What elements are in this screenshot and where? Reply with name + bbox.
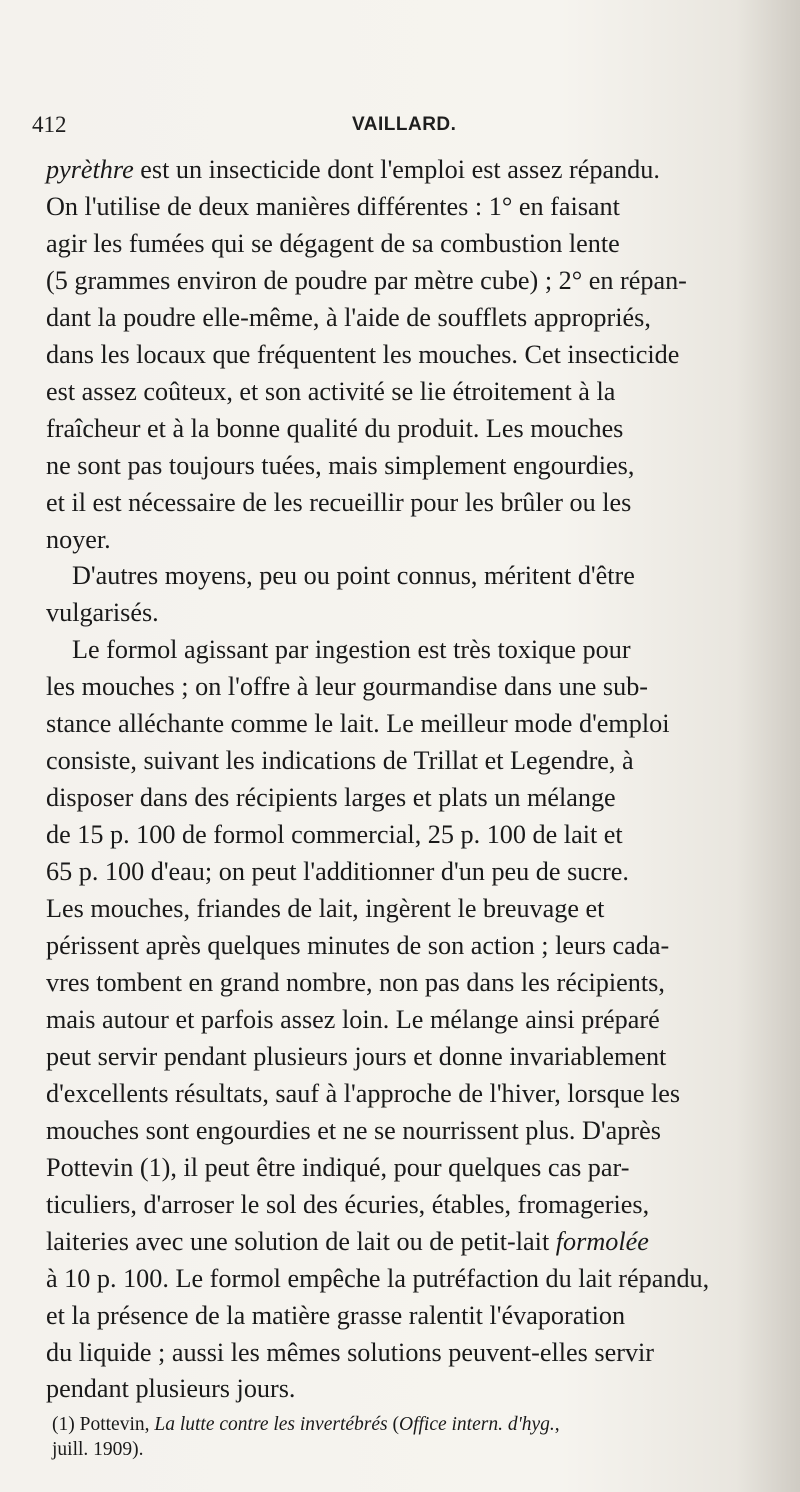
text-line: mais autour et parfois assez loin. Le mélange ainsi préparé <box>46 1004 660 1034</box>
text-line: dant la poudre elle-même, à l'aide de soufflets appropriés, <box>46 302 651 332</box>
footnote <box>52 1412 772 1462</box>
text-line: ne sont pas toujours tuées, mais simplement engourdies, <box>46 450 635 480</box>
text-line: les mouches ; on l'offre à leur gourmandise dans une sub- <box>46 672 649 702</box>
footnote-title: La lutte contre les invertébrés <box>154 1414 388 1435</box>
text-line: dans les locaux que fréquentent les mouches. Cet insecticide <box>46 339 680 369</box>
text-line <box>46 152 762 189</box>
text-line: agir les fumées qui se dégagent de sa combustion lente <box>46 228 620 258</box>
footnote-line-2: juill. 1909). <box>52 1439 144 1460</box>
italic-word: pyrèthre <box>46 155 134 184</box>
text-line: disposer dans des récipients larges et plats un mélange <box>46 783 616 813</box>
text-line: D'autres moyens, peu ou point connus, méritent d'être <box>72 561 635 591</box>
text-line: vres tombent en grand nombre, non pas dans les récipients, <box>46 967 665 997</box>
footnote-tail: , <box>554 1414 560 1435</box>
text-line-start: laiteries avec une solution de lait ou de petit-lait <box>46 1226 556 1256</box>
text-line-rest: est un insecticide dont l'emploi est assez répandu. <box>133 155 660 184</box>
text-line: (5 grammes environ de poudre par mètre cube) ; 2° en répan- <box>46 265 687 295</box>
text-line: pendant plusieurs jours. <box>46 1374 296 1404</box>
footnote-line <box>52 1412 772 1437</box>
text-line: périssent après quelques minutes de son action ; leurs cada- <box>46 931 670 961</box>
text-line: noyer. <box>46 524 111 554</box>
italic-word: formolée <box>555 1226 649 1256</box>
text-line: de 15 p. 100 de formol commercial, 25 p. 100 de lait et <box>46 820 623 850</box>
text-line: stance alléchante comme le lait. Le meilleur mode d'emploi <box>46 709 670 739</box>
paragraph-autres-moyens <box>46 558 762 632</box>
text-line: vulgarisés. <box>46 598 159 628</box>
text-line: d'excellents résultats, sauf à l'approche de l'hiver, lorsque les <box>46 1078 681 1108</box>
text-line: 65 p. 100 d'eau; on peut l'additionner d'un peu de sucre. <box>46 857 629 887</box>
paragraph-pyrethre <box>46 152 762 558</box>
footnote-office: Office intern. d'hyg. <box>398 1414 555 1435</box>
text-line: fraîcheur et à la bonne qualité du produit. Les mouches <box>46 413 624 443</box>
footnote-marker: (1) Pottevin, <box>52 1414 155 1435</box>
text-line: consiste, suivant les indications de Trillat et Legendre, à <box>46 746 634 776</box>
text-line: à 10 p. 100. Le formol empêche la putréfaction du lait répandu, <box>46 1263 710 1293</box>
running-head: VAILLARD. <box>352 114 457 135</box>
text-line: est assez coûteux, et son activité se lie étroitement à la <box>46 376 616 406</box>
text-line: Pottevin (1), il peut être indiqué, pour quelques cas par- <box>46 1152 630 1182</box>
page-number: 412 <box>32 112 67 137</box>
text-line: peut servir pendant plusieurs jours et donne invariablement <box>46 1041 667 1071</box>
text-line: et il est nécessaire de les recueillir pour les brûler ou les <box>46 487 632 517</box>
text-line: mouches sont engourdies et ne se nourrissent plus. D'après <box>46 1115 661 1145</box>
text-line <box>46 1224 762 1261</box>
body-text <box>46 152 762 1408</box>
text-line: On l'utilise de deux manières différentes : 1° en faisant <box>46 191 620 221</box>
footnote-paren: ( <box>387 1414 399 1435</box>
text-line: et la présence de la matière grasse ralentit l'évaporation <box>46 1300 626 1330</box>
text-line: ticuliers, d'arroser le sol des écuries, étables, fromageries, <box>46 1189 650 1219</box>
paragraph-formol <box>46 632 762 1408</box>
text-line: Les mouches, friandes de lait, ingèrent le breuvage et <box>46 894 605 924</box>
text-line: Le formol agissant par ingestion est très toxique pour <box>72 635 631 665</box>
page-header <box>32 112 752 142</box>
text-line: du liquide ; aussi les mêmes solutions peuvent-elles servir <box>46 1337 655 1367</box>
